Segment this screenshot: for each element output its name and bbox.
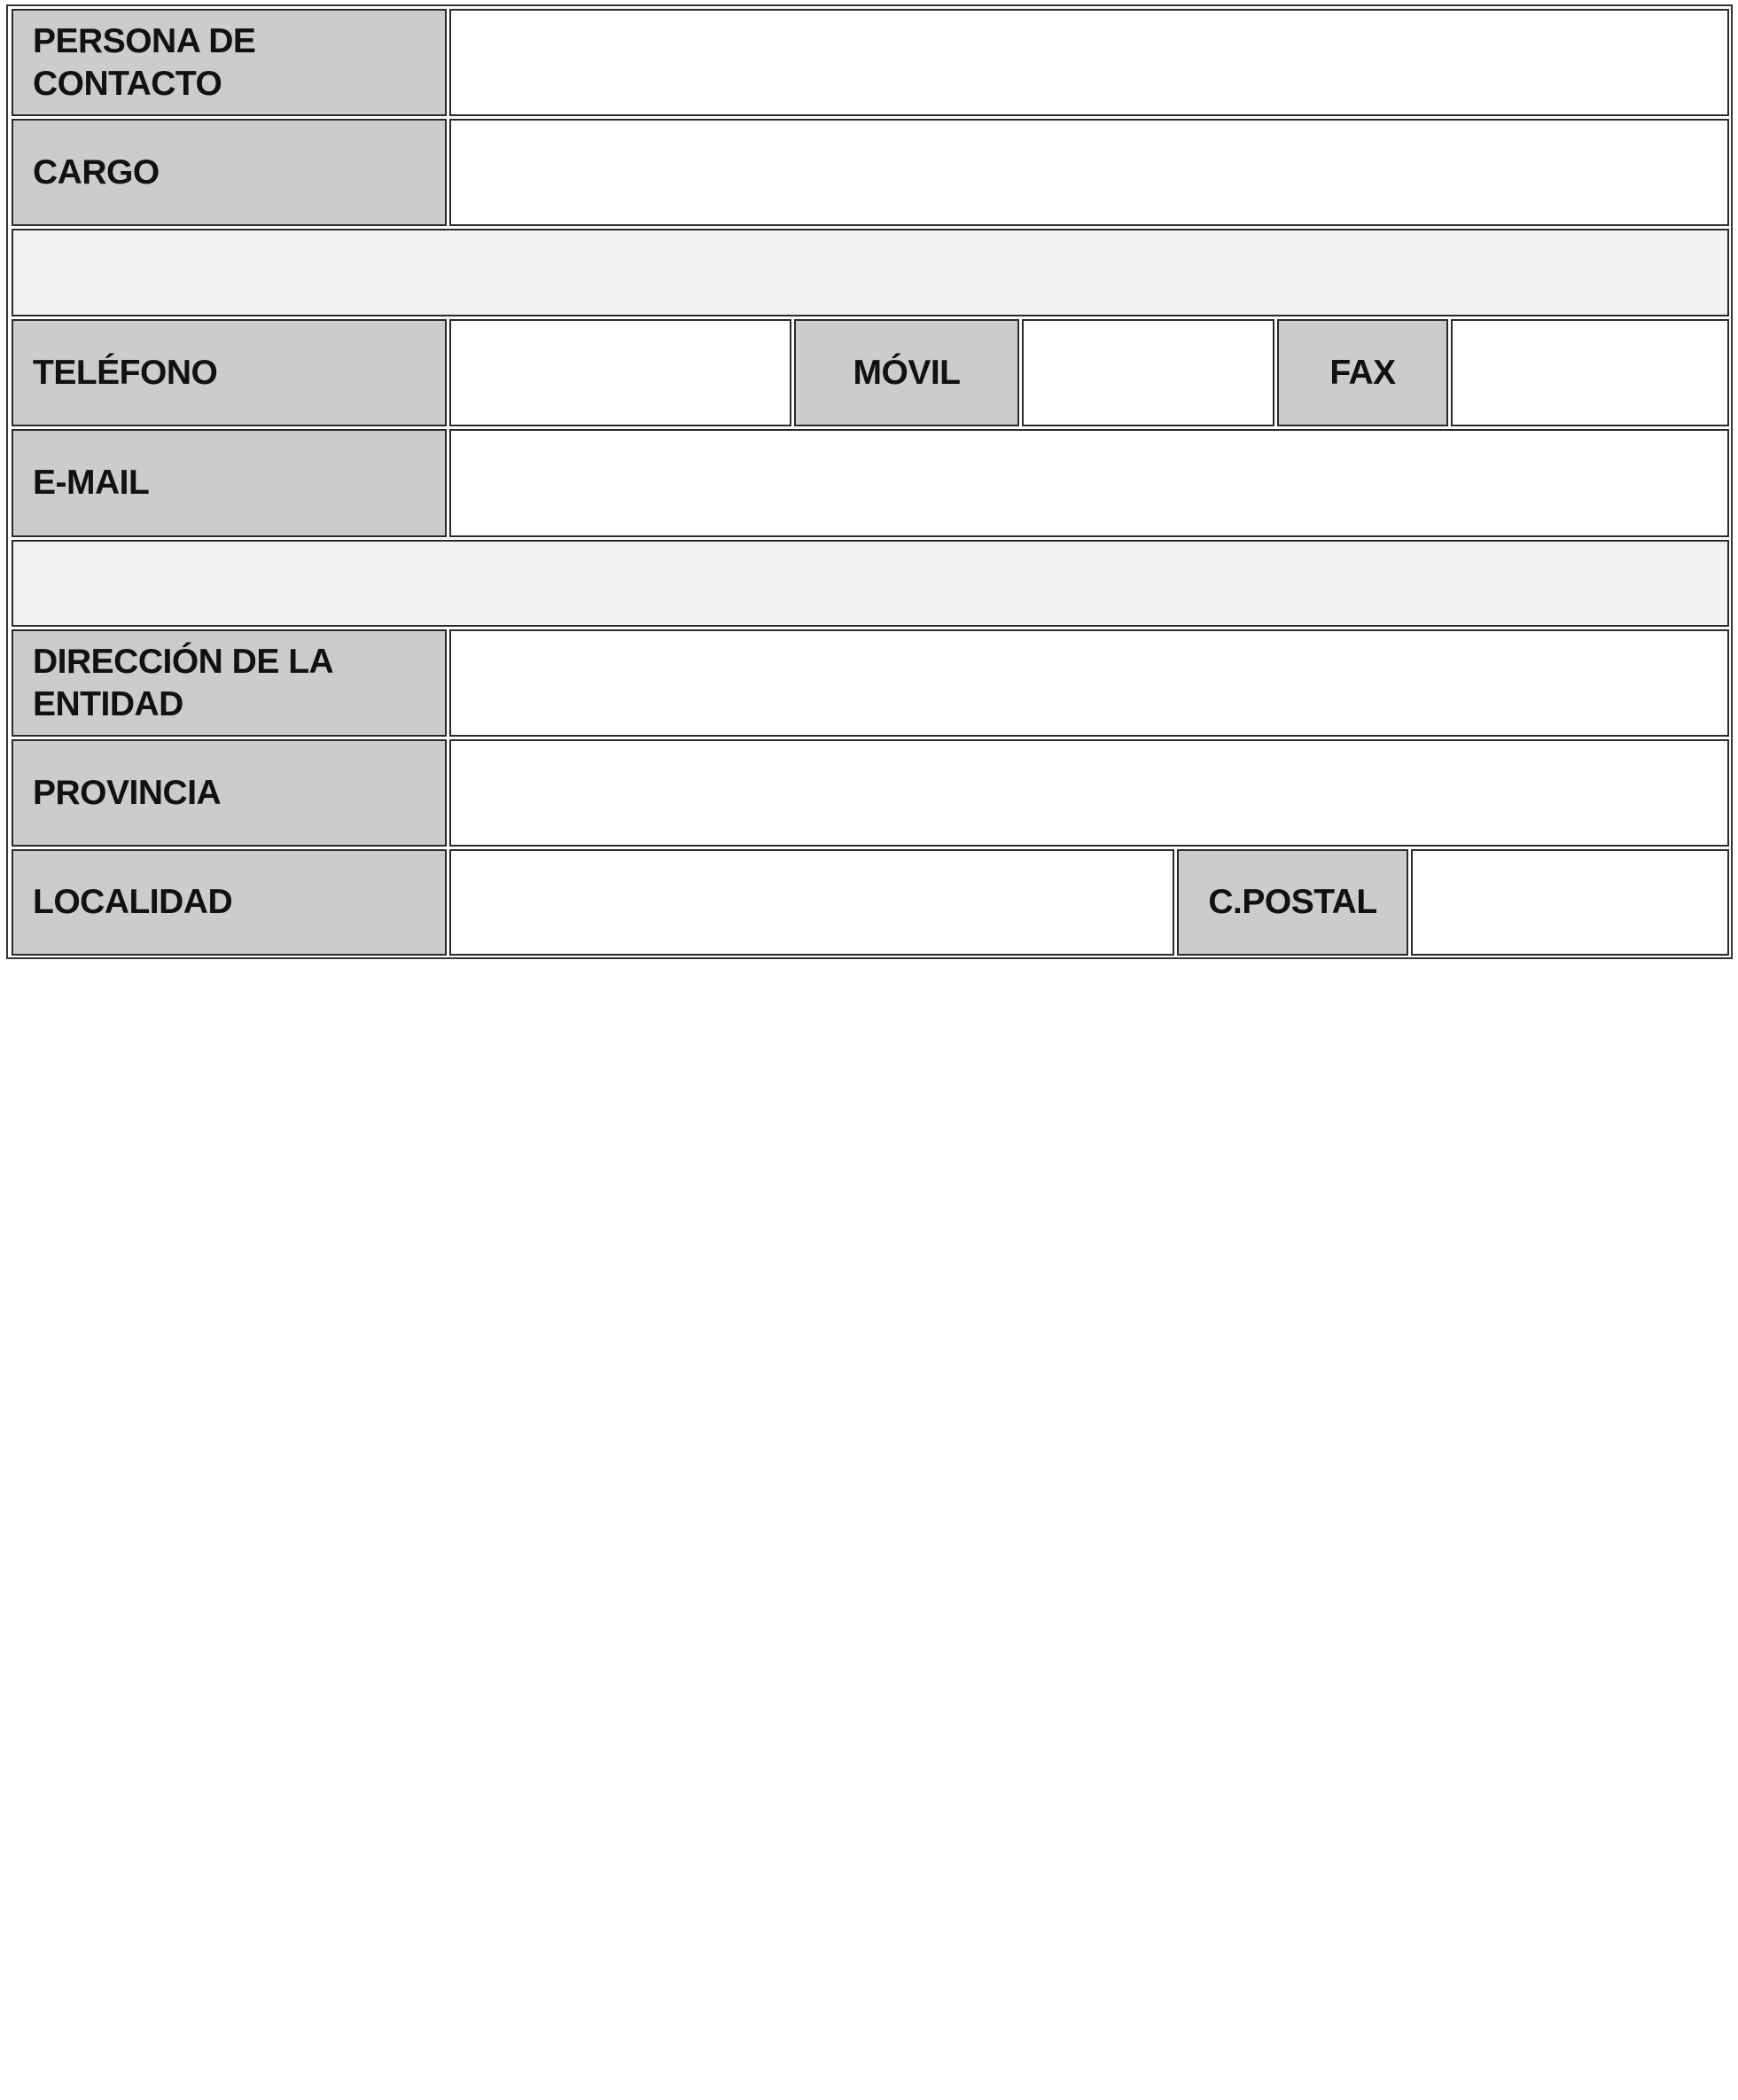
label-localidad	[12, 849, 447, 956]
label-provincia	[12, 739, 447, 847]
field-direccion[interactable]	[449, 629, 1729, 737]
spacer-row-1	[12, 229, 1729, 316]
label-persona-contacto-text: PERSONA DE CONTACTO	[33, 21, 256, 103]
field-fax[interactable]	[1451, 319, 1729, 426]
field-localidad[interactable]	[449, 849, 1174, 956]
label-cpostal	[1177, 849, 1408, 956]
label-movil	[794, 319, 1019, 426]
field-email[interactable]	[449, 429, 1729, 537]
label-telefono	[12, 319, 447, 426]
label-email-text: E-MAIL	[33, 464, 150, 502]
field-provincia[interactable]	[449, 739, 1729, 847]
label-email	[12, 429, 447, 537]
field-cpostal[interactable]	[1411, 849, 1729, 956]
label-fax-text: FAX	[1329, 353, 1396, 392]
contact-form-table	[6, 4, 1733, 959]
label-telefono-text: TELÉFONO	[33, 353, 218, 392]
spacer-row-2	[12, 540, 1729, 627]
label-direccion-line1: DIRECCIÓN DE LA	[33, 642, 334, 681]
field-cargo[interactable]	[449, 119, 1729, 226]
label-provincia-text: PROVINCIA	[33, 773, 222, 812]
field-persona-contacto[interactable]	[449, 9, 1729, 116]
label-cpostal-text: C.POSTAL	[1208, 883, 1377, 921]
field-telefono[interactable]	[449, 319, 791, 426]
label-direccion	[12, 629, 447, 737]
label-direccion-line2: ENTIDAD	[33, 684, 183, 723]
label-localidad-text: LOCALIDAD	[33, 883, 233, 921]
label-movil-text: MÓVIL	[853, 353, 961, 392]
label-direccion-text	[33, 641, 333, 726]
label-cargo	[12, 119, 447, 226]
label-fax	[1277, 319, 1448, 426]
label-cargo-text: CARGO	[33, 152, 160, 191]
field-movil[interactable]	[1022, 319, 1274, 426]
label-persona-contacto	[12, 9, 447, 116]
